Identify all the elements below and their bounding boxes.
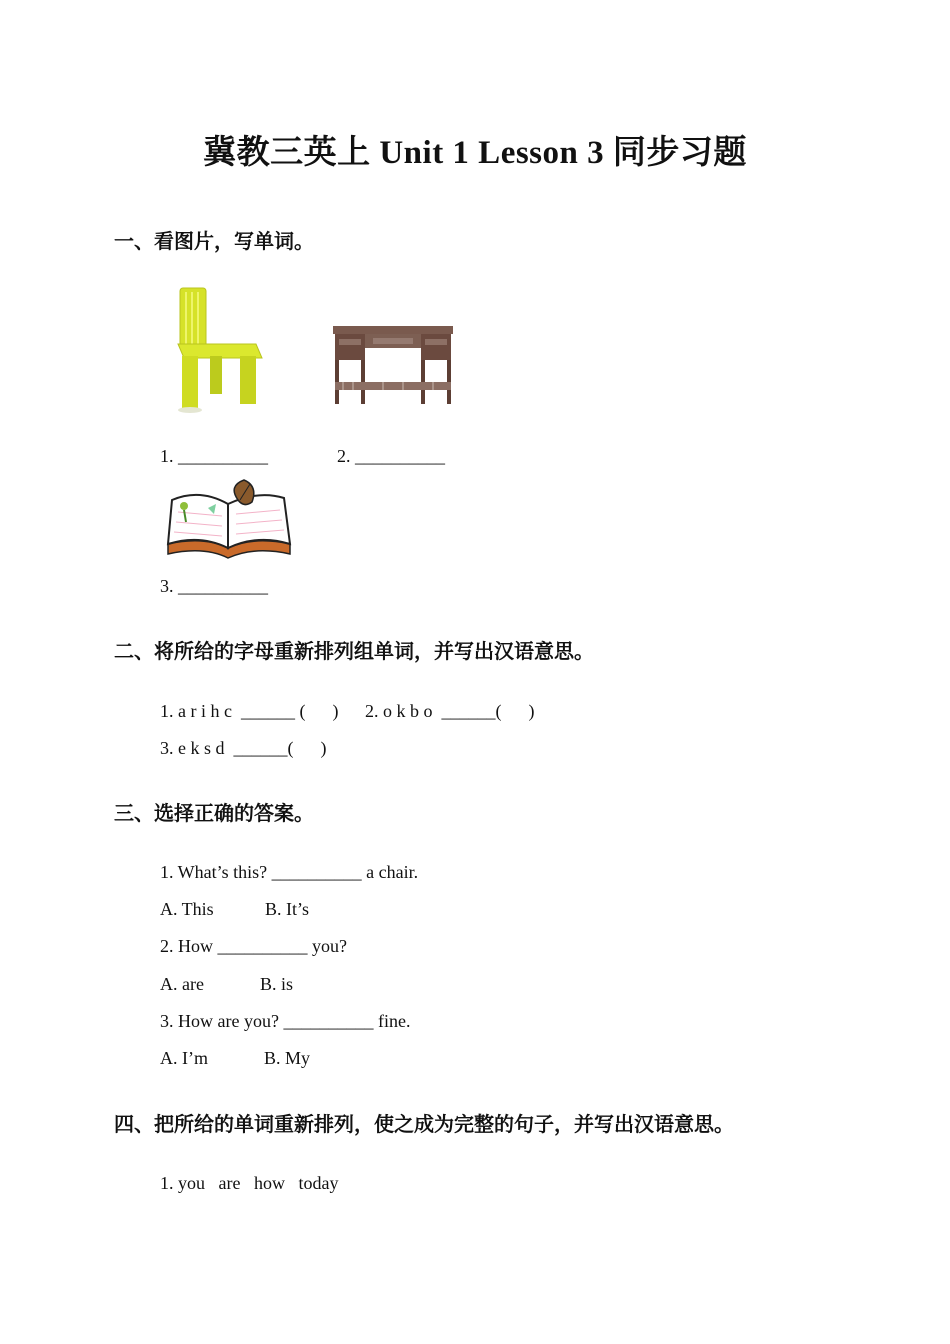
section-1-heading: 一、看图片，写单词。 <box>114 231 314 253</box>
question-1-option-b: B. It’s <box>265 899 310 919</box>
question-2: 2. How __________ you? <box>160 936 347 956</box>
question-1: 1. What’s this? __________ a chair. <box>160 862 419 882</box>
question-3: 3. How are you? __________ fine. <box>160 1011 411 1031</box>
question-2-option-b: B. is <box>260 974 294 994</box>
question-2-option-a: A. are <box>160 974 204 994</box>
reorder-item-1: 1. you are how today <box>160 1173 339 1193</box>
picture-answer-3: 3. __________ <box>160 576 268 596</box>
unscramble-item-3: 3. e k s d ______( ) <box>160 738 327 758</box>
section-2-heading: 二、将所给的字母重新排列组单词，并写出汉语意思。 <box>114 641 594 663</box>
chair-icon <box>170 286 270 416</box>
picture-answer-1: 1. __________ <box>160 446 268 466</box>
page-title: 冀教三英上 Unit 1 Lesson 3 同步习题 <box>203 135 747 171</box>
book-icon <box>164 478 294 560</box>
unscramble-item-1: 1. a r i h c ______ ( ) <box>160 701 339 721</box>
unscramble-item-2: 2. o k b o ______( ) <box>365 701 535 721</box>
question-3-option-a: A. I’m <box>160 1048 208 1068</box>
section-4-heading: 四、把所给的单词重新排列，使之成为完整的句子，并写出汉语意思。 <box>114 1114 734 1136</box>
picture-answer-2: 2. __________ <box>337 446 445 466</box>
question-3-option-b: B. My <box>264 1048 311 1068</box>
section-3-heading: 三、选择正确的答案。 <box>114 803 314 825</box>
question-1-option-a: A. This <box>160 899 214 919</box>
desk-icon <box>333 324 453 406</box>
